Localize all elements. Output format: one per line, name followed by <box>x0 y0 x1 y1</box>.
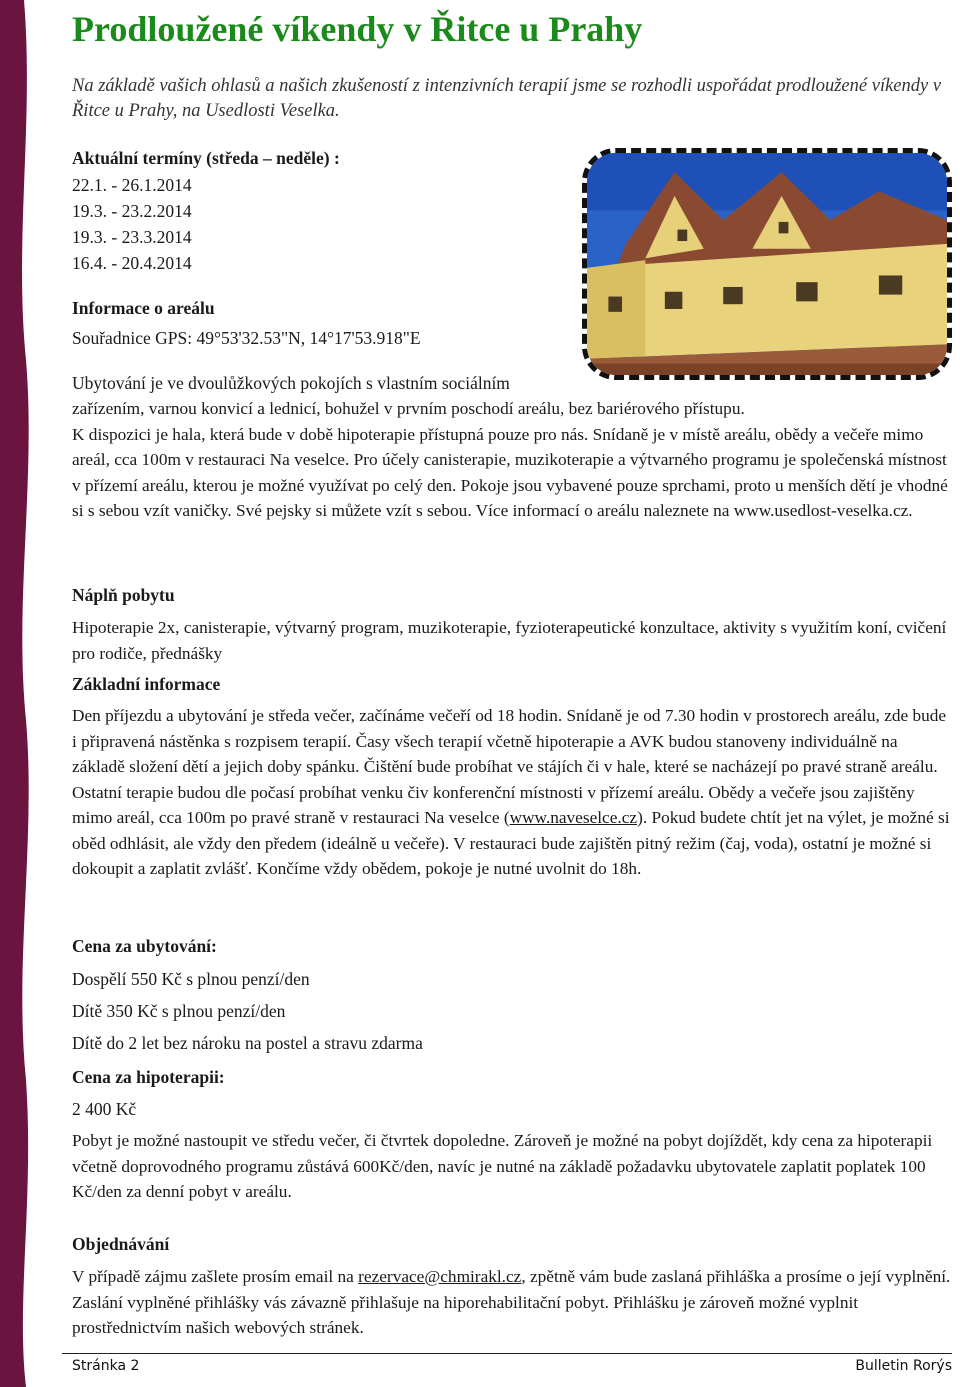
intro-text: Na základě vašich ohlasů a našich zkušeností z intenzivních terapií jsme se rozhodli uspořádat prodloužené víkendy v Řitce u Prahy, na Usedlosti Veselka. <box>72 76 942 121</box>
stay-text: Pobyt je možné nastoupit ve středu večer, či čtvrtek dopoledne. Zároveň je možné na pobyt dojíždět, kdy cena za hipoterapii včetně doprovodného programu zůstává 600Kč/den, navíc je nutné na základě požadavku ubytovatele zaplatit poplatek 100 Kč/den za denní pobyt v areálu. <box>72 1131 933 1201</box>
building-illustration <box>587 153 947 375</box>
restaurant-link[interactable]: www.naveselce.cz <box>509 808 638 827</box>
order-heading: Objednávání <box>72 1234 170 1254</box>
program-text: Hipoterapie 2x, canisterapie, výtvarný program, muzikoterapie, fyzioterapeutické konzultace, aktivity s využitím koní, cvičení pro rodiče, přednášky <box>72 618 947 663</box>
date-item: 16.4. - 20.4.2014 <box>72 253 192 273</box>
hippotherapy-price-heading: Cena za hipoterapii: <box>72 1067 225 1087</box>
accommodation-line-1: Ubytování je ve dvoulůžkových pokojích s vlastním sociálním <box>72 373 510 393</box>
date-item: 22.1. - 26.1.2014 <box>72 175 192 195</box>
price-heading: Cena za ubytování: <box>72 936 217 956</box>
gps-coordinates: Souřadnice GPS: 49°53'32.53"N, 14°17'53.918"E <box>72 328 421 348</box>
dates-list <box>72 173 192 277</box>
date-item: 19.3. - 23.3.2014 <box>72 227 192 247</box>
order-text <box>72 1264 952 1341</box>
basic-info-heading: Základní informace <box>72 674 221 694</box>
order-text-start: V případě zájmu zašlete prosím email na <box>72 1267 359 1286</box>
footer-divider <box>62 1353 952 1354</box>
basic-info-text-end: ). Pokud budete chtít jet na výlet, je možné si oběd odhlásit, ale vždy den předem (ideálně u večeře). V restauraci bude zajištěn pitný režim (čaj, voda), ostatní je možné si dokoupit a zaplatit zvlášť. Končíme vždy obědem, pokoje je nutné uvolnit do 18h. <box>72 808 950 878</box>
page-number: Stránka 2 <box>72 1358 140 1374</box>
hippotherapy-price: 2 400 Kč <box>72 1099 137 1119</box>
basic-info-text-start: Den příjezdu a ubytování je středa večer, začínáme večeří od 18 hodin. Snídaně je od 7.30 hodin v prostorech areálu, zde bude i připravená nástěnka s rozpisem terapií. Časy všech terapií včetně hipoterapie a AVK budou stanoveny individuálně na základě složení dětí a jejich doby spánku. Čištění bude probíhat ve stájích či v hale, které se nacházejí po pravé straně areálu. Ostatní terapie budou dle počasí probíhat venku čiv konferenční místnosti v přízemí areálu. Obědy a večeře jsou zajištěny mimo areál, cca 100m po pravé straně v restauraci Na veselce ( <box>72 706 947 827</box>
venue-photo <box>582 148 952 380</box>
accommodation-details: K dispozici je hala, která bude v době hipoterapie přístupná pouze pro nás. Snídaně je v místě areálu, obědy a večeře mimo areál, cca 100m v restauraci Na veselce. Pro účely canisterapie, muzikoterapie a výtvarného programu je společenská místnost v přízemí areálu, kterou je možné využívat po celý den. Pokoje jsou vybavené pouze sprchami, proto u menších dětí je vhodné si s sebou vzít vaničky. Své pejsky si můžete vzít s sebou. Více informací o areálu naleznete na www.usedlost-veselka.cz. <box>72 424 948 520</box>
info-heading: Informace o areálu <box>72 298 215 318</box>
order-text-end: , zpětně vám bude zaslaná přihláška a prosíme o její vyplnění. Zaslání vyplněné přihlášky vás závazně přihlašuje na hiporehabilitační pobyt. Přihlášku je zároveň možné vyplnit prostřednictvím našich webových stránek. <box>72 1267 951 1337</box>
program-heading: Náplň pobytu <box>72 585 175 605</box>
basic-info-text <box>72 703 952 882</box>
price-child: Dítě 350 Kč s plnou penzí/den <box>72 1001 286 1021</box>
accommodation-text <box>72 396 952 524</box>
publication-name: Bulletin Rorýs <box>855 1358 952 1374</box>
price-infant: Dítě do 2 let bez nároku na postel a stravu zdarma <box>72 1033 423 1053</box>
page-title: Prodloužené víkendy v Řitce u Prahy <box>72 9 643 49</box>
price-adult: Dospělí 550 Kč s plnou penzí/den <box>72 969 310 989</box>
decorative-sidebar <box>0 0 32 1387</box>
terms-heading: Aktuální termíny (středa – neděle) : <box>72 148 340 168</box>
email-link[interactable]: rezervace@chmirakl.cz <box>358 1267 522 1286</box>
date-item: 19.3. - 23.2.2014 <box>72 201 192 221</box>
accommodation-line-2: zařízením, varnou konvicí a lednicí, bohužel v prvním poschodí areálu, bez bariérového přístupu. <box>72 399 745 418</box>
